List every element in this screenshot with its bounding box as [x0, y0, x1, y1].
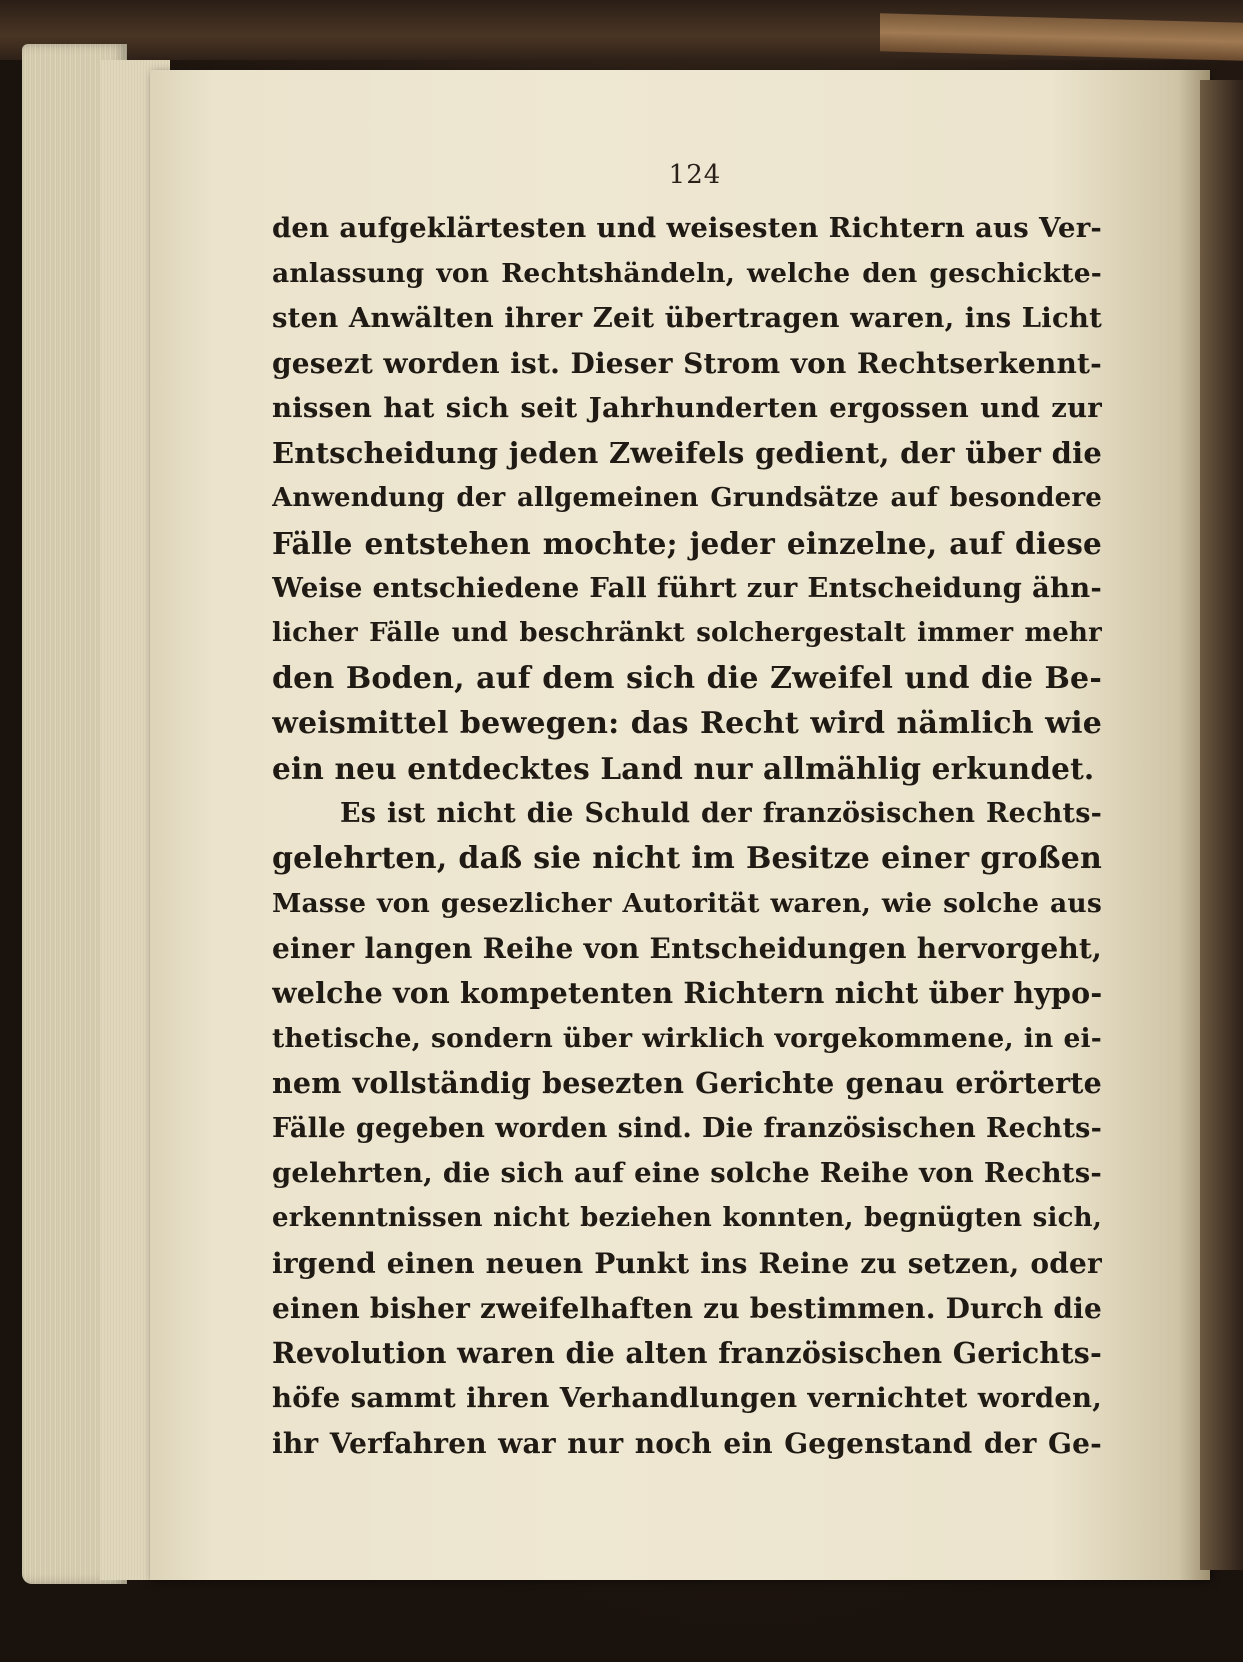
text-line: sten Anwälten ihrer Zeit übertragen waren, ins Licht — [272, 302, 1102, 334]
text-line: Weise entschiedene Fall führt zur Entscheidung ähn- — [272, 572, 1102, 604]
text-line: erkenntnissen nicht beziehen konnten, begnügten sich, — [272, 1203, 1102, 1233]
text-line: gesezt worden ist. Dieser Strom von Rechtserkennt- — [272, 347, 1102, 380]
text-line: den Boden, auf dem sich die Zweifel und die Be- — [272, 661, 1102, 696]
page-text — [272, 206, 1102, 1466]
text-line: höfe sammt ihren Verhandlungen vernichtet worden, — [272, 1382, 1102, 1414]
text-line: licher Fälle und beschränkt solchergestalt immer mehr — [272, 618, 1102, 648]
text-line: gelehrten, daß sie nicht im Besitze einer großen — [272, 841, 1102, 876]
text-line: einen bisher zweifelhaften zu bestimmen. Durch die — [272, 1292, 1102, 1325]
text-line: welche von kompetenten Richtern nicht über hypo- — [272, 976, 1102, 1010]
text-line: Es ist nicht die Schuld der französischen Rechts- — [340, 798, 1102, 829]
text-line: Fälle gegeben worden sind. Die französischen Rechts- — [272, 1113, 1102, 1144]
text-line: Fälle entstehen mochte; jeder einzelne, auf diese — [272, 526, 1102, 561]
text-line: nissen hat sich seit Jahrhunderten ergossen und zur — [272, 392, 1102, 424]
text-line: ein neu entdecktes Land nur allmählig erkundet. — [272, 751, 1095, 786]
gutter-shadow — [1200, 80, 1243, 1570]
text-line: Masse von gesezlicher Autorität waren, wie solche aus — [272, 888, 1102, 919]
text-line: Entscheidung jeden Zweifels gedient, der über die — [272, 436, 1102, 470]
text-line: irgend einen neuen Punkt ins Reine zu setzen, oder — [272, 1247, 1102, 1280]
text-line: einer langen Reihe von Entscheidungen hervorgeht, — [272, 932, 1102, 965]
text-line: Anwendung der allgemeinen Grundsätze auf besondere — [272, 483, 1102, 513]
text-line: ihr Verfahren war nur noch ein Gegenstand der Ge- — [272, 1427, 1102, 1460]
text-line: Revolution waren die alten französischen Gerichts- — [272, 1336, 1102, 1370]
text-line: den aufgeklärtesten und weisesten Richtern aus Ver- — [272, 212, 1102, 244]
text-line: anlassung von Rechtshändeln, welche den geschickte- — [272, 258, 1102, 289]
text-line: gelehrten, die sich auf eine solche Reihe von Rechts- — [272, 1157, 1102, 1189]
text-line: nem vollständig besezten Gerichte genau erörterte — [272, 1066, 1102, 1100]
page-number: 124 — [668, 160, 722, 190]
text-line: thetische, sondern über wirklich vorgekommene, in ei- — [272, 1023, 1102, 1054]
text-line: weismittel bewegen: das Recht wird nämlich wie — [272, 706, 1102, 741]
